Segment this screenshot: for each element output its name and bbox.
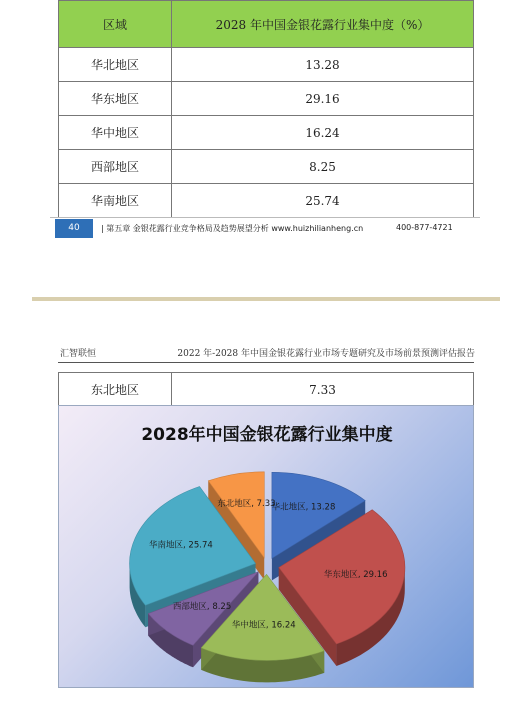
footer-phone: 400-877-4721 xyxy=(396,223,453,232)
concentration-table-bottom xyxy=(58,372,474,407)
header-company: 汇智联恒 xyxy=(60,349,97,359)
cell-value: 8.25 xyxy=(172,150,474,184)
table-header-row xyxy=(59,1,474,48)
pie-slice-label-4: 西部地区, 8.25 xyxy=(172,601,232,612)
table-row xyxy=(59,48,474,82)
pie-slice-label-2: 华东地区, 29.16 xyxy=(323,570,388,580)
header-divider xyxy=(58,362,474,363)
cell-region: 华北地区 xyxy=(59,48,172,82)
pie-slice-label-5: 华南地区, 25.74 xyxy=(149,540,213,551)
header-report-title: 2022 年-2028 年中国金银花露行业市场专题研究及市场前景预测评估报告 xyxy=(177,349,475,359)
cell-value: 29.16 xyxy=(172,82,474,116)
table-row xyxy=(59,373,474,407)
footer-divider xyxy=(50,217,480,218)
pie-chart-svg xyxy=(59,406,474,688)
pie-slice-label-6: 东北地区, 7.33 xyxy=(217,498,276,509)
pie-slice-label-3: 华中地区, 16.24 xyxy=(231,620,296,631)
table-row xyxy=(59,184,474,218)
cell-value: 7.33 xyxy=(172,373,474,407)
cell-region: 东北地区 xyxy=(59,373,172,407)
cell-region: 华中地区 xyxy=(59,116,172,150)
cell-region: 西部地区 xyxy=(59,150,172,184)
concentration-table-top xyxy=(58,0,474,218)
table-row xyxy=(59,116,474,150)
cell-value: 13.28 xyxy=(172,48,474,82)
chart-title: 2028年中国金银花露行业集中度 xyxy=(141,425,393,445)
cell-value: 25.74 xyxy=(172,184,474,218)
header-region: 区域 xyxy=(59,1,172,48)
cell-region: 华南地区 xyxy=(59,184,172,218)
cell-region: 华东地区 xyxy=(59,82,172,116)
header-value: 2028 年中国金银花露行业集中度（%） xyxy=(172,1,474,48)
footer-chapter-text: | 第五章 金银花露行业竞争格局及趋势展望分析 www.huizhilianheng.cn xyxy=(101,224,364,233)
concentration-pie-chart xyxy=(58,405,474,688)
table-row xyxy=(59,150,474,184)
pie-slice-label-1: 华北地区, 13.28 xyxy=(271,502,336,513)
table-row xyxy=(59,82,474,116)
page-number-badge: 40 xyxy=(55,219,93,238)
cell-value: 16.24 xyxy=(172,116,474,150)
page-separator xyxy=(32,297,500,301)
